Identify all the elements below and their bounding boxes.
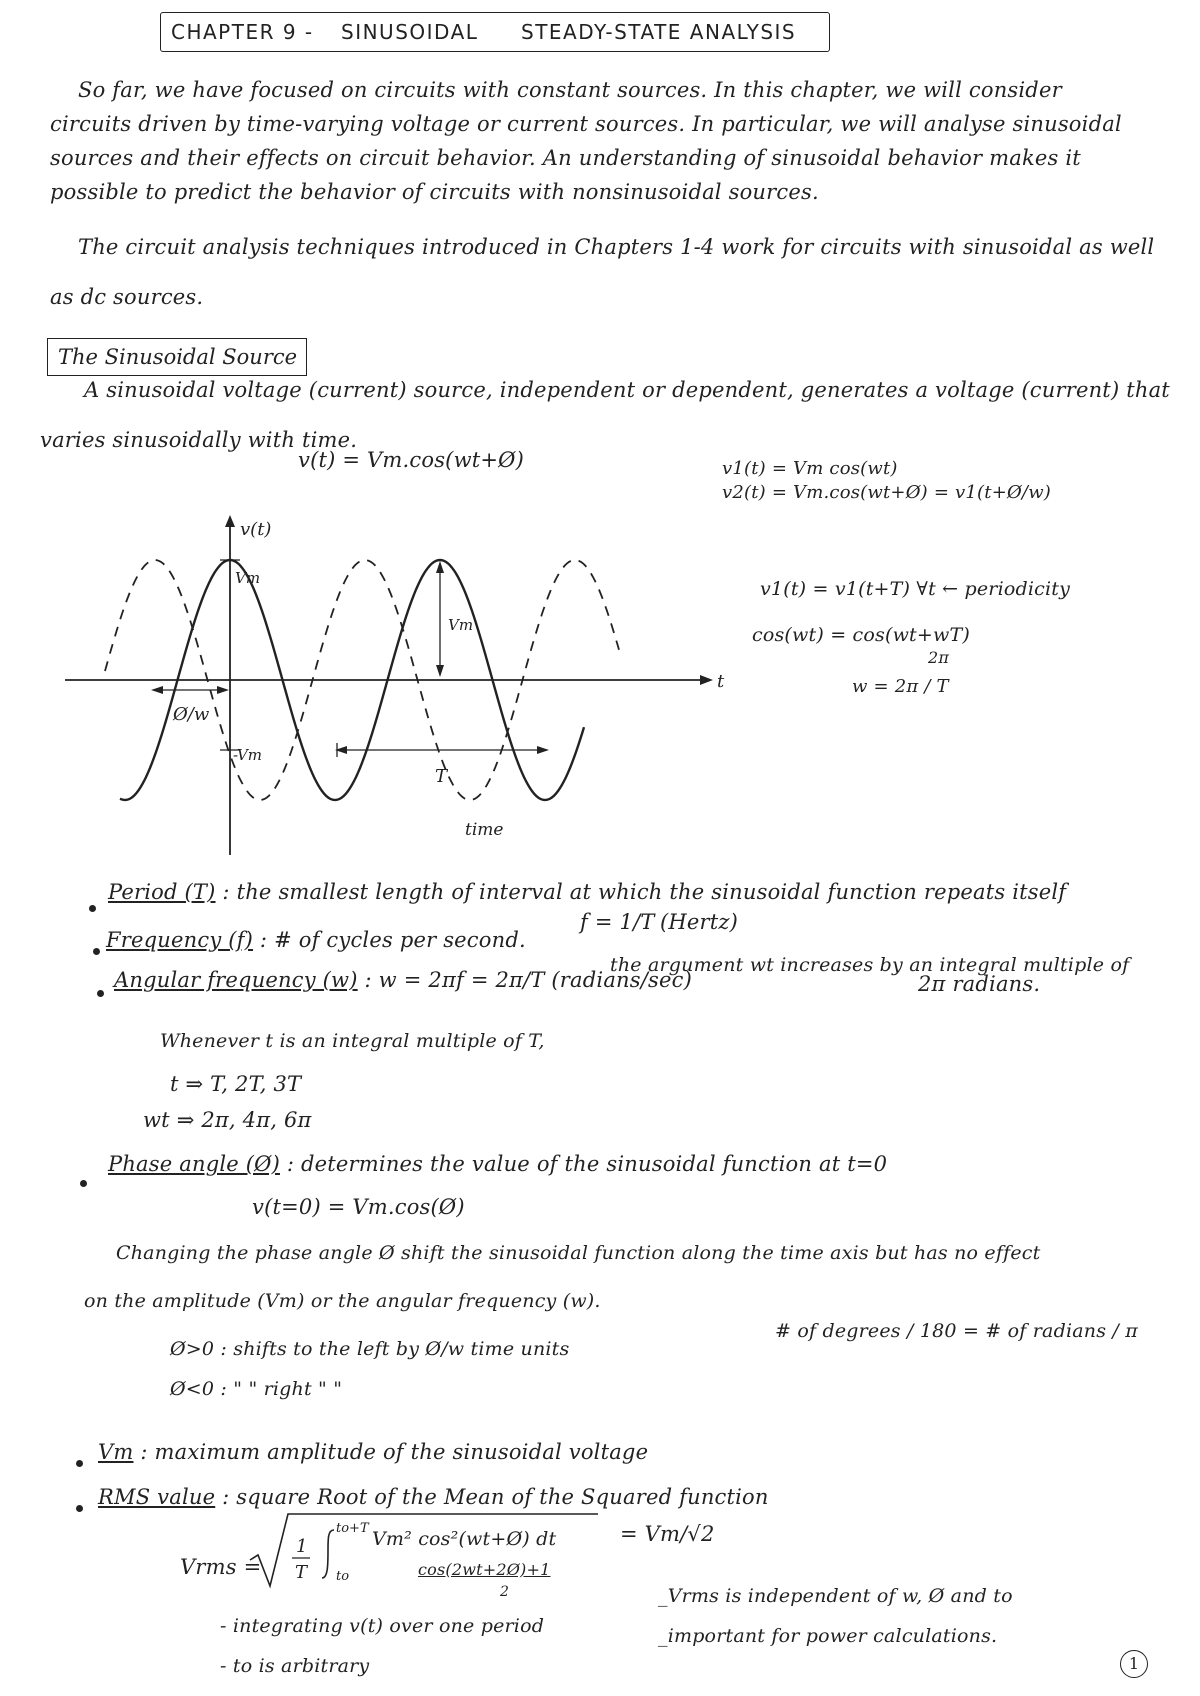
degree-conversion: # of degrees / 180 = # of radians / π — [775, 1320, 1138, 1342]
section-heading: The Sinusoidal Source — [58, 345, 298, 369]
v1-equation: v1(t) = Vm cos(wt) — [722, 458, 898, 479]
section-heading-box — [47, 338, 307, 376]
cos-equation: cos(wt) = cos(wt+wT) — [752, 624, 970, 646]
t-multiples: t ⇒ T, 2T, 3T — [170, 1072, 302, 1096]
graph-vm-arrow-label: Vm — [448, 616, 474, 634]
phase-line — [108, 1152, 887, 1176]
vm-text: : maximum amplitude of the sinusoidal voltage — [140, 1440, 649, 1464]
wt-multiples: wt ⇒ 2π, 4π, 6π — [143, 1108, 312, 1132]
phase-text: : determines the value of the sinusoidal function at t=0 — [286, 1152, 888, 1176]
period-line — [108, 880, 1066, 904]
svg-text:T: T — [295, 1562, 308, 1583]
intro-line-4: possible to predict the behavior of circuits with nonsinusoidal sources. — [50, 180, 819, 204]
angular-line — [114, 968, 692, 992]
graph-phase-label: Ø/w — [173, 704, 210, 725]
chapter-subtopic: STEADY-STATE ANALYSIS — [521, 20, 797, 44]
bullet — [76, 1505, 83, 1512]
rms-note-integrating: - integrating v(t) over one period — [220, 1615, 545, 1637]
frequency-formula: f = 1/T — [580, 910, 655, 934]
phase-positive: Ø>0 : shifts to the left by Ø/w time units — [170, 1338, 570, 1360]
rms-note-independent: _Vrms is independent of w, Ø and to — [658, 1585, 1013, 1607]
graph-period-label: T — [435, 766, 448, 787]
frequency-line — [106, 928, 526, 952]
rms-text: : square Root of the Mean of the Squared function — [222, 1485, 769, 1509]
intro-line-6: as dc sources. — [50, 285, 204, 309]
rms-note-arbitrary: - to is arbitrary — [220, 1655, 370, 1677]
phase-change-1: Changing the phase angle Ø shift the sinusoidal function along the time axis but has no effect — [116, 1242, 1041, 1264]
voltage-axis-arrow — [225, 515, 235, 527]
intro-line-5: The circuit analysis techniques introduced in Chapters 1-4 work for circuits with sinusoidal as well — [78, 235, 1155, 259]
rms-note-power: _important for power calculations. — [658, 1625, 998, 1647]
angular-label: Angular frequency (w) — [114, 968, 358, 992]
angular-text: the argument wt increases by an integral multiple of — [610, 954, 1130, 976]
graph-vm-bottom-label: -Vm — [233, 746, 263, 764]
graph-xlabel: t — [717, 671, 725, 692]
phase-negative: Ø<0 : " " right " " — [170, 1378, 343, 1400]
phase-change-2: on the amplitude (Vm) or the angular frequency (w). — [84, 1290, 601, 1312]
bullet — [76, 1460, 83, 1467]
rms-substitution: cos(2wt+2Ø)+1 — [418, 1560, 551, 1579]
bullet — [97, 990, 104, 997]
cos-equation-denominator: 2π — [928, 648, 950, 667]
vm-line — [98, 1440, 648, 1464]
svg-text:to+T: to+T — [336, 1521, 369, 1536]
rms-label: RMS value — [98, 1485, 216, 1509]
angular-equation: : w = 2πf = 2π/T (radians/sec) — [364, 968, 692, 992]
rms-line — [98, 1485, 769, 1509]
frequency-unit: (Hertz) — [660, 910, 739, 934]
phase-equation: v(t=0) = Vm.cos(Ø) — [252, 1195, 465, 1219]
svg-text:to: to — [336, 1569, 350, 1584]
frequency-label: Frequency (f) — [106, 928, 254, 952]
period-text: : the smallest length of interval at which the sinusoidal function repeats itself — [222, 880, 1067, 904]
source-line-2: varies sinusoidally with time. — [40, 428, 358, 452]
time-axis-arrow — [700, 675, 713, 685]
bullet — [93, 948, 100, 955]
integral-sign-icon — [322, 1530, 334, 1578]
intro-line-1: So far, we have focused on circuits with constant sources. In this chapter, we will consider — [78, 78, 1062, 102]
source-equation: v(t) = Vm.cos(wt+Ø) — [298, 448, 524, 472]
angular-radians: 2π radians. — [918, 972, 1041, 996]
source-line-1: A sinusoidal voltage (current) source, independent or dependent, generates a voltage (current) that — [84, 378, 1170, 402]
rms-result: = Vm/√2 — [620, 1522, 715, 1546]
phase-label: Phase angle (Ø) — [108, 1152, 280, 1176]
svg-text:1: 1 — [296, 1536, 308, 1557]
bullet — [80, 1180, 87, 1187]
chapter-label: CHAPTER 9 - — [171, 20, 314, 44]
graph-vm-top-label: Vm — [235, 569, 261, 587]
rms-integrand: Vm² cos²(wt+Ø) dt — [372, 1528, 557, 1550]
v2-equation: v2(t) = Vm.cos(wt+Ø) = v1(t+Ø/w) — [722, 482, 1052, 503]
sinusoid-graph — [55, 505, 735, 865]
vm-label: Vm — [98, 1440, 134, 1464]
rms-substitution-denominator: 2 — [500, 1584, 510, 1600]
omega-equation: w = 2π / T — [852, 676, 949, 697]
graph-ylabel: v(t) — [240, 519, 272, 540]
page-number: 1 — [1120, 1650, 1148, 1678]
chapter-title-box — [160, 12, 830, 52]
period-label: Period (T) — [108, 880, 216, 904]
intro-line-2: circuits driven by time-varying voltage or current sources. In particular, we will analyse sinusoidal — [50, 112, 1122, 136]
angular-whenever: Whenever t is an integral multiple of T, — [160, 1030, 545, 1052]
rms-lhs: Vrms = — [180, 1555, 262, 1579]
periodicity-equation: v1(t) = v1(t+T) ∀t ← periodicity — [760, 578, 1071, 600]
chapter-topic: SINUSOIDAL — [341, 20, 479, 44]
frequency-text: : # of cycles per second. — [259, 928, 526, 952]
graph-time-label: time — [465, 820, 504, 840]
bullet — [89, 905, 96, 912]
intro-line-3: sources and their effects on circuit behavior. An understanding of sinusoidal behavior makes it — [50, 146, 1081, 170]
